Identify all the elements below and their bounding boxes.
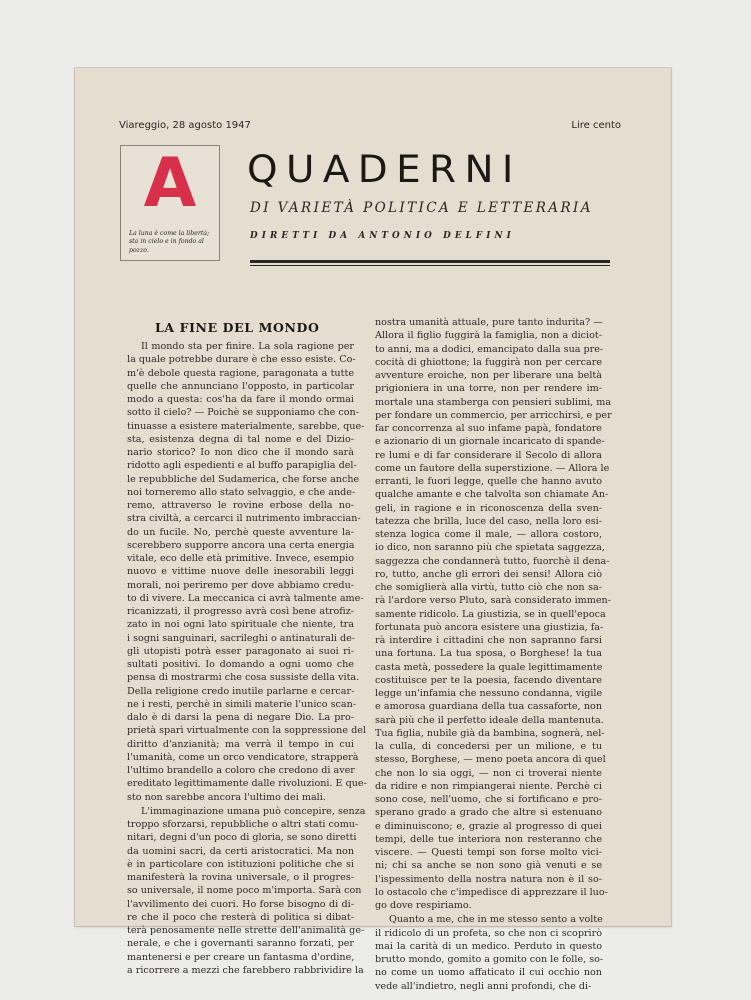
article-line: re che il poco che resterà di politica si dibat- [127, 911, 354, 923]
article-line: l'ultimo brandello a coloro che credono di aver [127, 765, 355, 776]
article-line: lo ostacolo che c'impedisce di apprezzare il luo- [375, 886, 608, 898]
article-line: nostra umanità attuale, pure tanto indurita? — [375, 317, 603, 328]
article-line: brutto mondo, gomito a gomito con le folle, so- [375, 954, 604, 965]
article-line: cocità di ghiottone; la fuggirà non per cercare [375, 356, 602, 368]
article-line: Il mondo sta per finire. La sola ragione per [141, 341, 354, 352]
article-line: sotto il cielo? — Poichè se supponiamo che con- [127, 407, 359, 419]
article-line: mai la carità di un medico. Perduto in questo [375, 940, 602, 952]
article-line: remo, attraverso le rovine erbose della no- [127, 500, 354, 511]
article-line: troppo sforzarsi, repubbliche o altri stati comu- [127, 819, 359, 830]
article-line: io dico, non saranno più che spietata saggezza, [375, 542, 605, 554]
article-line: l'ispessimento della nostra natura non è il so- [375, 873, 602, 885]
article-line: ne i resti, perchè in simili materie l'unico scan- [127, 698, 357, 710]
article-line: la culla, di concedersi per un milione, e tu [375, 741, 602, 752]
article-line: da uomini sacri, da certi aristocratici. Ma non [127, 845, 354, 857]
issue-price: Lire cento [571, 120, 621, 131]
article-line: do un fucile. No, perchè queste avventure la- [127, 526, 354, 538]
article-line: una fortuna. La tua sposa, o Borghese! la tua [375, 648, 602, 660]
article-line: stra civiltà, a cercarci il nutrimento imbraccian- [127, 513, 361, 525]
article-line: sperano grado a grado che altre si estenuano [375, 807, 602, 819]
article-line: Quanto a me, che in me stesso sento a volte [389, 914, 603, 926]
article-line: tempi, delle tue interiora non resteranno che [375, 833, 602, 845]
article-line: nitari, degni d'un poco di gloria, se sono diretti [127, 832, 357, 844]
article-line: nuovo e vittime nuove delle inesorabili leggi [127, 566, 354, 578]
article-line: che non lo sia oggi, — non ci troverai niente [375, 767, 602, 779]
article-line: sta, esistenza degna di tal nome e del Dizio- [127, 433, 354, 445]
article-line: L'immaginazione umana può concepire, senza [141, 805, 366, 817]
article-line: erranti, le fuori legge, quelle che hanno avuto [375, 476, 602, 487]
article-line: a ricorrere a mezzi che farebbero rabbrividire la [127, 964, 364, 976]
article-line: tatezza che brilla, luce del caso, nella loro esi- [375, 515, 602, 527]
article-line: far concorrenza al suo infame papà, fondatore [375, 423, 602, 434]
article-line: re lumi e di far considerare il Secolo di allora [375, 449, 602, 461]
article-line: scerebbero supporre ancora una certa energia [127, 539, 355, 551]
article-column-left [127, 340, 367, 977]
article-line: mortale una stamberga con pensieri sublimi, ma [375, 396, 612, 408]
article-title: LA FINE DEL MONDO [155, 320, 320, 335]
article-line: Allora il figlio fuggirà la famiglia, non a diciot- [375, 330, 602, 342]
article-line: to di vivere. La meccanica ci avrà talmente ame- [127, 592, 364, 604]
article-line: e diminuiscono; e, grazie al progresso di quei [375, 820, 602, 832]
article-line: nerale, e che i governanti saranno forzati, per [127, 938, 354, 950]
logo-motto: La luna è come la libertà; sta in cielo e in fondo al pozzo. [129, 230, 210, 254]
article-line: prietà sparì virtualmente con la soppressione del [127, 725, 366, 737]
article-line: fortunata può ancora esistere una giustizia, fa- [375, 621, 604, 633]
article-line: avventure eroiche, non per liberare una beltà [375, 370, 602, 381]
article-line: morali, noi periremo per dove abbiamo credu- [127, 579, 354, 591]
article-line: prigioniera in una torre, non per rendere im- [375, 383, 602, 395]
article-line: casta metà, possedere la quale legittimamente [375, 661, 603, 673]
article-line: modo a questa: cos'ha da fare il mondo ormai [127, 394, 354, 405]
article-line: sarà più che il perfetto ideale della mantenuta. [375, 714, 604, 726]
article-line: vitale, eco delle età primitive. Invece, esempio [127, 553, 354, 564]
article-line: legge un'infamia che nessuno condanna, vigile [375, 688, 603, 699]
article-line: geli, in ragione e in riconoscenza della sven- [375, 502, 602, 514]
newspaper-sheet [75, 68, 671, 992]
article-line: sto non sarebbe ancora l'ultimo dei mali. [127, 791, 326, 803]
article-line: ridotto agli espedienti e al buffo parapiglia del- [127, 460, 357, 472]
article-line: m'è debole questa ragione, paragonata a tutte [127, 367, 354, 379]
article-line: Della religione credo inutile parlarne e cercar- [127, 685, 355, 697]
article-line: ereditato legittimamente dalle rivoluzioni. E que- [127, 778, 367, 790]
logo-box [120, 145, 220, 261]
article-line: da ridire e non rimpiangerai niente. Perchè ci [375, 780, 602, 792]
masthead-rule-thick [250, 260, 610, 263]
article-line: ricanizzati, il progresso avrà così bene atrofiz- [127, 606, 354, 617]
article-line: per fondare un commercio, per arricchirsi, e per [375, 409, 612, 421]
article-line: come un fautore della superstizione. — Allora le [375, 462, 610, 474]
article-line: tinuasse a esistere materialmente, sarebbe, que- [127, 420, 365, 432]
article-line: rà interdire i cittadini che non sapranno farsi [375, 635, 602, 646]
article-line: pensa di mostrarmi che cosa sussiste della vita. [127, 672, 360, 684]
article-line: Tua figlia, nubile già da bambina, sognerà, nel- [375, 727, 605, 739]
article-line: so universale, il nome poco m'importa. Sarà con [127, 885, 362, 897]
article-line: zato in noi ogni lato spirituale che niente, tra [127, 619, 354, 631]
article-line: dalo è di darsi la pena di negare Dio. La pro- [127, 712, 354, 723]
article-line: l'umanità, come un orco vendicatore, strapperà [127, 751, 359, 763]
masthead-editor: DIRETTI DA ANTONIO DELFINI [250, 231, 515, 241]
article-column-right [375, 316, 612, 993]
article-line: viscere. — Questi tempi son forse molto vici- [375, 847, 602, 858]
masthead-title: QUADERNI [247, 148, 522, 191]
article-line: nario storico? Io non dico che il mondo sarà [127, 447, 354, 458]
article-line: il ridicolo di un profeta, so che non ci scoprirò [375, 927, 602, 939]
article-line: terà penosamente nelle strette dell'animalità ge- [127, 925, 365, 936]
article-line: noi torneremo allo stato selvaggio, e che ande- [127, 486, 356, 498]
article-line: che somiglierà alla virtù, tutto ciò che non sa- [375, 582, 602, 593]
article-paragraph [127, 340, 367, 804]
article-line: quelle che annunciano l'opposto, in particolar [127, 380, 354, 392]
article-line: è in particolare con istituzioni politiche che si [127, 858, 354, 870]
article-line: saggezza che condannerà tutto, fuorchè il dena- [375, 555, 610, 567]
article-line: diritto d'anzianità; ma verrà il tempo in cui [127, 738, 354, 750]
article-line: ro, tutto, anche gli errori dei sensi! Allora ciò [375, 568, 602, 580]
article-line: no come un uomo affaticato il cui occhio non [375, 967, 602, 979]
article-line: e azionario di un giornale incaricato di spande- [375, 436, 605, 448]
article-line: le repubbliche del Sudamerica, che forse anche [127, 473, 360, 485]
article-line: la quale potrebbe durare è che esso esiste. Co- [127, 354, 356, 366]
article-line: stesso, Borghese, — meno poeta ancora di quel [375, 754, 606, 766]
article-paragraph [127, 805, 366, 977]
article-paragraph [375, 316, 612, 912]
article-line: gli utopisti potrà esser paragonato ai suoi ri- [127, 645, 354, 657]
article-line: vede all'indietro, negli anni profondi, che di- [375, 980, 592, 992]
article-line: ni; chi sa anche se non sono già venuti e se [375, 860, 602, 872]
article-line: to anni, ma a dodici, emancipato dalla sua pre- [375, 343, 604, 355]
article-line: sono cose, nell'uomo, che si fortificano e pro- [375, 794, 602, 805]
article-line: rà l'ardore verso Pluto, sarà considerato immen- [375, 595, 611, 607]
article-line: manifesterà la rovina universale, o il progres- [127, 872, 354, 883]
article-line: mantenersi e per creare un fantasma d'ordine, [127, 951, 355, 963]
article-line: stenza logica come il male, — allora costoro, [375, 529, 602, 540]
article-paragraph [375, 913, 602, 993]
article-line: l'avvilimento dei cuori. Ho forse bisogno di di- [127, 898, 354, 910]
masthead-rule-thin [250, 265, 610, 266]
article-line: qualche amante e che talvolta son chiamate An- [375, 489, 609, 501]
issue-date: Viareggio, 28 agosto 1947 [119, 120, 251, 131]
article-line: sultati positivi. Io domando a ogni uomo che [127, 659, 354, 670]
article-line: samente ridicolo. La giustizia, se in quell'epoca [375, 608, 606, 620]
logo-letter: A [143, 144, 197, 223]
article-line: i sogni sanguinari, sacrileghi o antinaturali de- [127, 632, 356, 644]
masthead-subtitle: DI VARIETÀ POLITICA E LETTERARIA [250, 200, 593, 216]
article-line: costituisce per te la poesia, facendo diventare [375, 674, 602, 686]
article-line: go dove respiriamo. [375, 900, 472, 911]
article-line: e amorosa guardiana della tua cassaforte, non [375, 701, 602, 713]
